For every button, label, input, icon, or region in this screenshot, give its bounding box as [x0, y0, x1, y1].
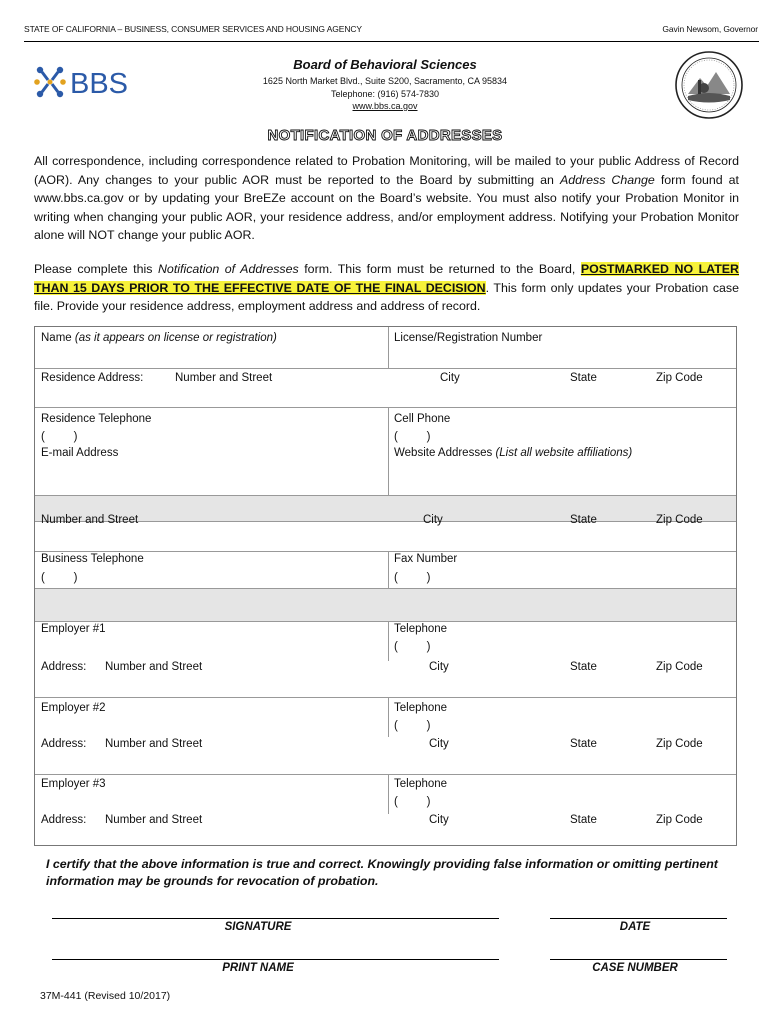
residence-telephone-field[interactable]: Residence Telephone	[41, 413, 152, 425]
aor-zip-field[interactable]: Zip Code	[656, 514, 703, 526]
employer-2-address-label: Address:	[41, 738, 87, 750]
date-line[interactable]	[550, 918, 727, 919]
intro-text-2b: form. This form must be returned to the Board,	[298, 262, 581, 276]
employer-3-city-field[interactable]: City	[429, 814, 449, 826]
agency-name: STATE OF CALIFORNIA – BUSINESS, CONSUMER SERVICES AND HOUSING AGENCY	[24, 24, 362, 34]
case-number-line[interactable]	[550, 959, 727, 960]
signature-label: SIGNATURE	[224, 921, 292, 933]
employment-section-bar	[35, 588, 736, 621]
employer-2-zip-field[interactable]: Zip Code	[656, 738, 703, 750]
residence-zip-field[interactable]: Zip Code	[656, 372, 703, 384]
intro-address-change-text: Address Change	[559, 172, 655, 187]
bbs-logo-text: BBS	[70, 68, 129, 100]
website-addresses-field[interactable]: Website Addresses (List all website affiliations)	[394, 447, 633, 459]
intro-form-name-text: Notification of Addresses	[157, 262, 299, 276]
employer-1-field[interactable]: Employer #1	[41, 623, 106, 635]
employer-2-telephone-area[interactable]: ( )	[394, 720, 431, 732]
email-field[interactable]: E-mail Address	[41, 447, 119, 459]
business-telephone-area[interactable]: ( )	[41, 572, 78, 584]
employer-2-field[interactable]: Employer #2	[41, 702, 106, 714]
print-name-label: PRINT NAME	[222, 962, 294, 974]
board-telephone: Telephone: (916) 574-7830	[330, 89, 440, 99]
aor-city-field[interactable]: City	[423, 514, 443, 526]
certification-statement: I certify that the above information is true and correct. Knowingly providing false information or omitting pertinent information may be grounds for revocation of probation.	[46, 857, 718, 888]
employer-2-telephone-field[interactable]: Telephone	[394, 702, 448, 714]
intro-paragraph-2	[34, 260, 739, 316]
header-rule	[24, 41, 759, 42]
fax-number-field[interactable]: Fax Number	[394, 553, 458, 565]
date-label: DATE	[619, 921, 651, 933]
cell-phone-field[interactable]: Cell Phone	[394, 413, 451, 425]
intro-text-1a: All correspondence, including correspondence related to Probation Monitoring, will be mailed to your public Address of Record (AOR). Any changes to your public AOR must be reported to the Board by submitting an	[34, 154, 739, 187]
business-telephone-field[interactable]: Business Telephone	[41, 553, 144, 565]
agency-header-line	[24, 24, 760, 34]
license-number-field[interactable]: License/Registration Number	[394, 332, 543, 344]
residence-state-field[interactable]: State	[570, 372, 597, 384]
intro-text-2c: . This form only updates your Probation case file. Provide your residence address, employment address and address of record.	[34, 280, 739, 313]
residence-city-field[interactable]: City	[440, 372, 460, 384]
cell-phone-area[interactable]: ( )	[394, 431, 431, 443]
employer-3-telephone-field[interactable]: Telephone	[394, 778, 448, 790]
intro-paragraph-1	[34, 152, 739, 245]
employer-1-street-field[interactable]: Number and Street	[105, 661, 203, 673]
governor-name: Gavin Newsom, Governor	[662, 24, 758, 34]
board-name: Board of Behavioral Sciences	[293, 57, 477, 72]
employer-1-city-field[interactable]: City	[429, 661, 449, 673]
employer-2-state-field[interactable]: State	[570, 738, 597, 750]
employer-2-street-field[interactable]: Number and Street	[105, 738, 203, 750]
employer-2-city-field[interactable]: City	[429, 738, 449, 750]
board-website-link[interactable]: www.bbs.ca.gov	[352, 101, 418, 111]
aor-section-bar	[35, 495, 736, 521]
page-title: NOTIFICATION OF ADDRESSES	[267, 127, 503, 144]
intro-text-2a: Please complete this	[34, 262, 158, 276]
case-number-label: CASE NUMBER	[592, 962, 678, 974]
address-form	[34, 326, 737, 846]
residence-address-label: Residence Address:	[41, 372, 144, 384]
employer-3-state-field[interactable]: State	[570, 814, 597, 826]
employer-3-telephone-area[interactable]: ( )	[394, 796, 431, 808]
fax-number-area[interactable]: ( )	[394, 572, 431, 584]
intro-text-1b: form found at www.bbs.ca.gov or by updating your BreEZe account on the Board’s website. You must also notify your Probation Monitor in writing when changing your public AOR, your residence address, and/or employment address. Notifying your Probation Monitor alone will NOT change your public AOR.	[34, 172, 739, 242]
employer-1-state-field[interactable]: State	[570, 661, 597, 673]
aor-street-field[interactable]: Number and Street	[41, 514, 139, 526]
employer-3-address-label: Address:	[41, 814, 87, 826]
employer-1-zip-field[interactable]: Zip Code	[656, 661, 703, 673]
employer-1-address-label: Address:	[41, 661, 87, 673]
print-name-line[interactable]	[52, 959, 499, 960]
employer-1-telephone-area[interactable]: ( )	[394, 641, 431, 653]
signature-line[interactable]	[52, 918, 499, 919]
postmark-deadline-highlight: POSTMARKED NO LATER THAN 15 DAYS PRIOR TO THE EFFECTIVE DATE OF THE FINAL DECISION	[34, 262, 739, 295]
residence-telephone-area[interactable]: ( )	[41, 431, 78, 443]
aor-state-field[interactable]: State	[570, 514, 597, 526]
name-field[interactable]: Name (as it appears on license or registration)	[41, 332, 277, 344]
employer-3-field[interactable]: Employer #3	[41, 778, 106, 790]
board-address: 1625 North Market Blvd., Suite S200, Sacramento, CA 95834	[262, 76, 508, 86]
residence-street-field[interactable]: Number and Street	[175, 372, 273, 384]
employer-3-zip-field[interactable]: Zip Code	[656, 814, 703, 826]
employer-1-telephone-field[interactable]: Telephone	[394, 623, 448, 635]
employer-3-street-field[interactable]: Number and Street	[105, 814, 203, 826]
state-seal-icon	[674, 50, 744, 120]
form-number: 37M-441 (Revised 10/2017)	[40, 990, 171, 1002]
